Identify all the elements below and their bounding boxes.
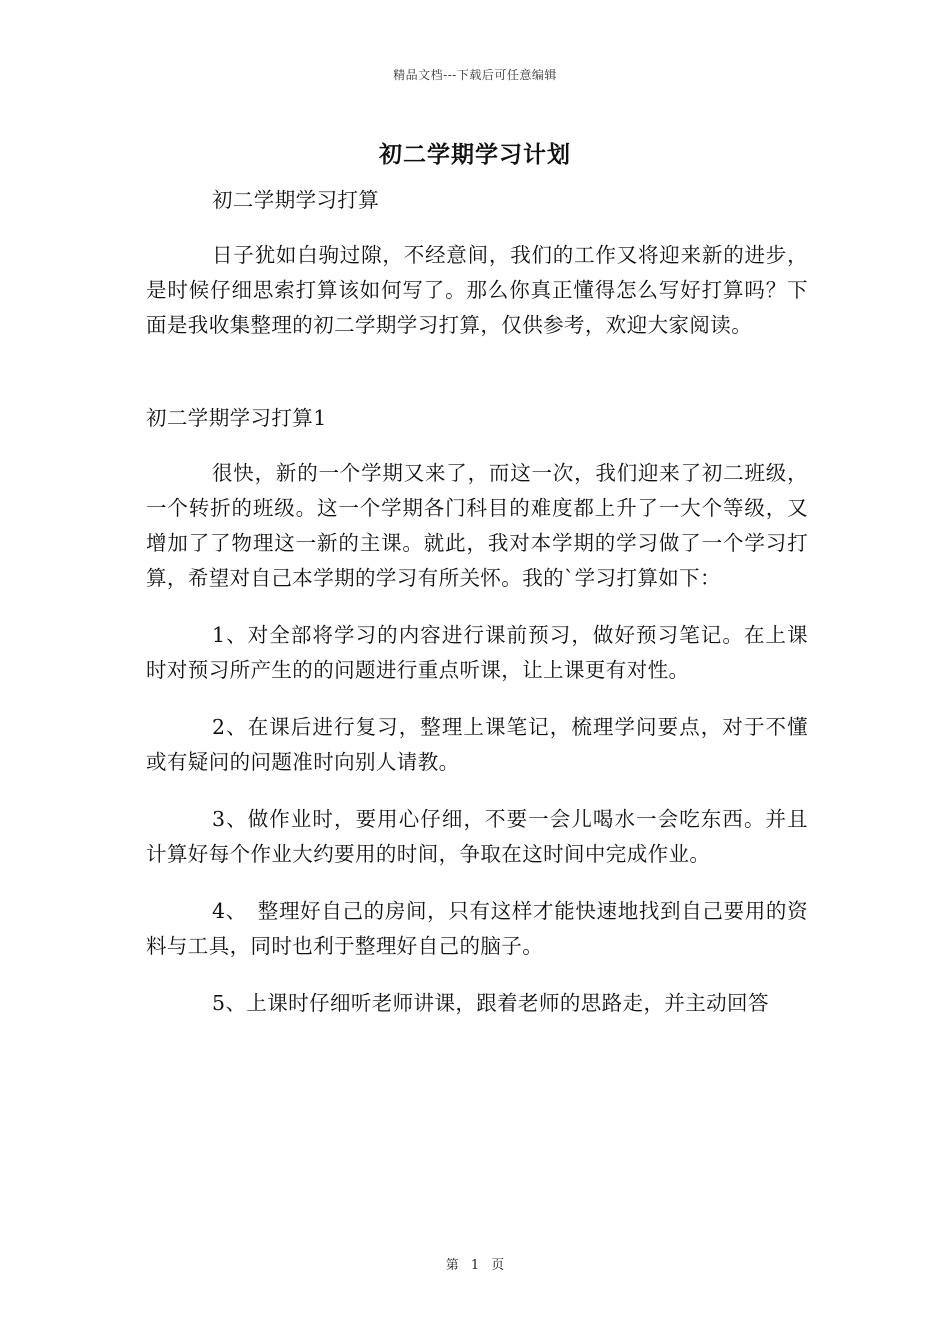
page-number-prefix: 第 <box>445 1258 459 1273</box>
paragraph: 5、上课时仔细听老师讲课，跟着老师的思路走，并主动回答 <box>212 991 769 1015</box>
page-number <box>0 1254 950 1273</box>
header-note: 精品文档---下载后可任意编辑 <box>393 68 557 82</box>
paragraph: 3、做作业时，要用心仔细，不要一会儿喝水一会吃东西。并且计算好每个作业大约要用的时间，争取在这时间中完成作业。 <box>146 807 808 866</box>
page-number-value: 1 <box>470 1258 480 1273</box>
document-title: 初二学期学习计划 <box>379 141 571 168</box>
intro-paragraph: 日子犹如白驹过隙，不经意间，我们的工作又将迎来新的进步，是时候仔细思索打算该如何写了。那么你真正懂得怎么写好打算吗？下面是我收集整理的初二学期学习打算，仅供参考，欢迎大家阅读。 <box>146 243 808 337</box>
document-subtitle: 初二学期学习打算 <box>212 188 380 212</box>
paragraph: 4、 整理好自己的房间，只有这样才能快速地找到自己要用的资料与工具，同时也利于整理好自己的脑子。 <box>146 899 808 958</box>
paragraph: 1、对全部将学习的内容进行课前预习，做好预习笔记。在上课时对预习所产生的的问题进行重点听课，让上课更有对性。 <box>146 623 808 682</box>
page-number-suffix: 页 <box>491 1258 505 1273</box>
document-body <box>146 183 808 1043</box>
section-heading: 初二学期学习打算1 <box>146 406 327 430</box>
paragraph: 2、在课后进行复习，整理上课笔记，梳理学问要点，对于不懂或有疑问的问题准时向别人请教。 <box>146 715 808 774</box>
paragraph: 很快，新的一个学期又来了，而这一次，我们迎来了初二班级，一个转折的班级。这一个学期各门科目的难度都上升了一大个等级，又增加了了物理这一新的主课。就此，我对本学期的学习做了一个学习打算，希望对自己本学期的学习有所关怀。我的`学习打算如下： <box>146 461 808 590</box>
